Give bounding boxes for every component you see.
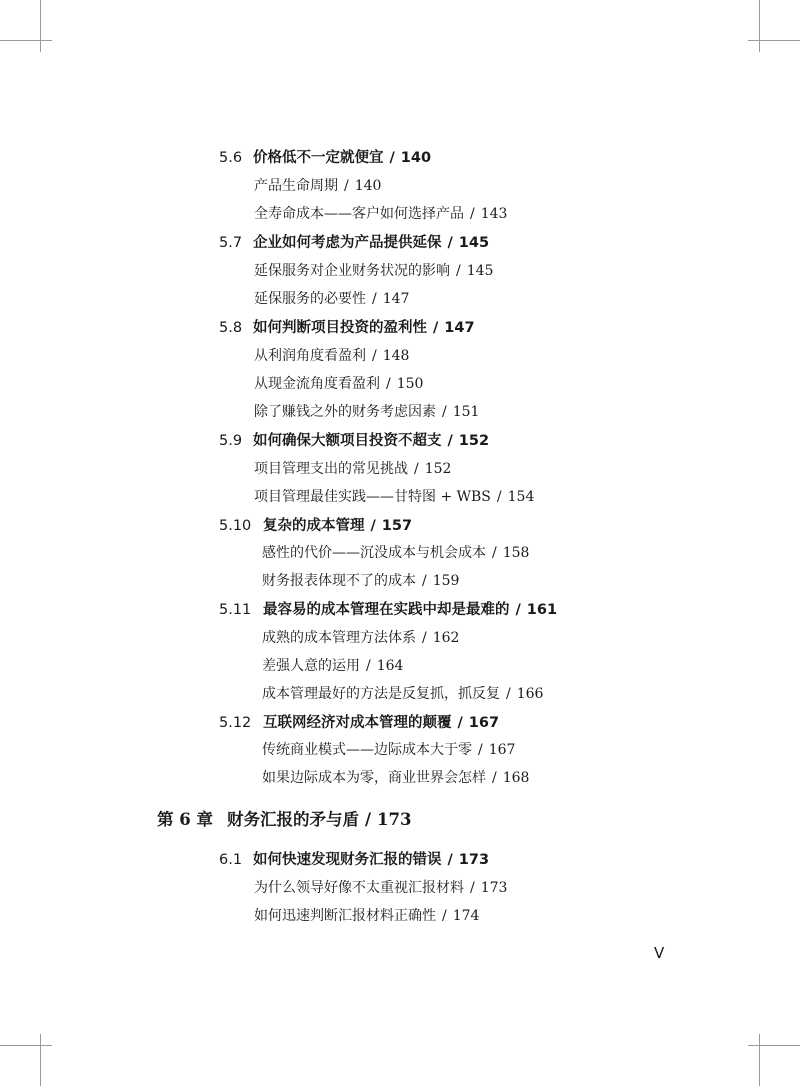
- toc-entry-page: 159: [432, 573, 460, 589]
- toc-entry-title: 产品生命周期: [254, 178, 338, 194]
- toc-entry-number: 5.7: [219, 235, 243, 251]
- toc-section-entry: [219, 514, 412, 535]
- toc-separator: /: [478, 742, 483, 758]
- toc-entry-number: 5.9: [219, 433, 243, 449]
- toc-entry-title: 如何快速发现财务汇报的错误: [253, 852, 442, 868]
- toc-separator: /: [492, 770, 497, 786]
- toc-entry-page: 154: [507, 489, 535, 505]
- toc-entry-page: 143: [480, 206, 508, 222]
- toc-separator: /: [506, 686, 511, 702]
- toc-entry-page: 161: [526, 602, 558, 618]
- toc-sub-entry: [262, 570, 459, 590]
- toc-separator: /: [470, 880, 475, 896]
- toc-entry-number: 5.11: [219, 602, 252, 618]
- toc-separator: /: [457, 715, 463, 731]
- toc-separator: /: [442, 404, 447, 420]
- toc-entry-title: 差强人意的运用: [262, 658, 360, 674]
- toc-separator: /: [456, 263, 461, 279]
- toc-entry-title: 除了赚钱之外的财务考虑因素: [254, 404, 436, 420]
- toc-sub-entry: [254, 486, 534, 506]
- toc-separator: /: [344, 178, 349, 194]
- toc-entry-page: 158: [502, 545, 530, 561]
- toc-entry-title: 为什么领导好像不太重视汇报材料: [254, 880, 464, 896]
- toc-separator: /: [442, 908, 447, 924]
- toc-entry-number: 5.12: [219, 715, 252, 731]
- toc-entry-number: 6.1: [219, 852, 243, 868]
- toc-sub-entry: [262, 739, 515, 759]
- toc-entry-title: 如何判断项目投资的盈利性: [253, 320, 427, 336]
- toc-entry-page: 173: [458, 852, 490, 868]
- toc-separator: /: [364, 810, 372, 829]
- toc-entry-title: 最容易的成本管理在实践中却是最难的: [263, 602, 510, 618]
- toc-entry-page: 140: [354, 178, 382, 194]
- toc-entry-title: 延保服务对企业财务状况的影响: [254, 263, 450, 279]
- toc-sub-entry: [254, 260, 493, 280]
- toc-sub-entry: [262, 767, 529, 787]
- toc-section-entry: [219, 146, 431, 167]
- toc-entry-page: 173: [377, 810, 412, 829]
- toc-entry-title: 如何迅速判断汇报材料正确性: [254, 908, 436, 924]
- toc-separator: /: [447, 433, 453, 449]
- toc-separator: /: [372, 291, 377, 307]
- toc-separator: /: [389, 150, 395, 166]
- toc-sub-entry: [254, 905, 479, 925]
- toc-entry-page: 148: [382, 348, 410, 364]
- toc-section-entry: [219, 598, 557, 619]
- toc-separator: /: [372, 348, 377, 364]
- toc-sub-entry: [262, 542, 529, 562]
- toc-sub-entry: [254, 373, 423, 393]
- toc-separator: /: [492, 545, 497, 561]
- toc-entry-title: 感性的代价——沉没成本与机会成本: [262, 545, 486, 561]
- toc-entry-page: 173: [480, 880, 508, 896]
- toc-entry-title: 项目管理支出的常见挑战: [254, 461, 408, 477]
- toc-entry-title: 成本管理最好的方法是反复抓，抓反复: [262, 686, 500, 702]
- toc-section-entry: [219, 429, 489, 450]
- toc-entry-page: 147: [382, 291, 410, 307]
- toc-entry-page: 150: [396, 376, 424, 392]
- toc-separator: /: [447, 852, 453, 868]
- toc-sub-entry: [262, 655, 403, 675]
- toc-entry-title: 复杂的成本管理: [263, 518, 365, 534]
- toc-separator: /: [433, 320, 439, 336]
- toc-entry-title: 成熟的成本管理方法体系: [262, 630, 416, 646]
- toc-separator: /: [386, 376, 391, 392]
- toc-entry-title: 如何确保大额项目投资不超支: [253, 433, 442, 449]
- toc-section-entry: [219, 711, 499, 732]
- toc-entry-page: 152: [458, 433, 490, 449]
- toc-entry-number: 5.8: [219, 320, 243, 336]
- toc-entry-page: 174: [452, 908, 480, 924]
- toc-entry-title: 财务报表体现不了的成本: [262, 573, 416, 589]
- toc-entry-title: 企业如何考虑为产品提供延保: [253, 235, 442, 251]
- toc-entry-number: 5.6: [219, 150, 243, 166]
- toc-entry-page: 145: [458, 235, 490, 251]
- toc-entry-title: 从利润角度看盈利: [254, 348, 366, 364]
- toc-entry-number: 5.10: [219, 518, 252, 534]
- toc-entry-title: 延保服务的必要性: [254, 291, 366, 307]
- toc-entry-title: 财务汇报的矛与盾: [226, 810, 359, 829]
- toc-sub-entry: [262, 683, 543, 703]
- toc-entry-page: 151: [452, 404, 480, 420]
- toc-entry-page: 164: [376, 658, 404, 674]
- toc-sub-entry: [254, 203, 507, 223]
- toc-sub-entry: [262, 627, 459, 647]
- toc-entry-page: 168: [502, 770, 530, 786]
- toc-entry-page: 145: [466, 263, 494, 279]
- toc-entry-title: 互联网经济对成本管理的颠覆: [263, 715, 452, 731]
- toc-entry-number: 第 6 章: [157, 810, 213, 829]
- toc-entry-page: 152: [424, 461, 452, 477]
- toc-entry-title: 从现金流角度看盈利: [254, 376, 380, 392]
- toc-separator: /: [422, 630, 427, 646]
- toc-separator: /: [422, 573, 427, 589]
- toc-sub-entry: [254, 175, 381, 195]
- toc-section-entry: [219, 848, 489, 869]
- toc-entry-page: 167: [468, 715, 500, 731]
- toc-chapter-entry: [157, 806, 411, 830]
- toc-separator: /: [515, 602, 521, 618]
- toc-sub-entry: [254, 401, 479, 421]
- toc-entry-title: 项目管理最佳实践——甘特图 + WBS: [254, 489, 491, 505]
- toc-sub-entry: [254, 458, 451, 478]
- toc-entry-page: 157: [381, 518, 413, 534]
- toc-separator: /: [414, 461, 419, 477]
- toc-entry-page: 140: [400, 150, 432, 166]
- toc-entry-title: 价格低不一定就便宜: [253, 150, 384, 166]
- page-number: V: [654, 944, 665, 962]
- toc-separator: /: [366, 658, 371, 674]
- toc-entry-title: 传统商业模式——边际成本大于零: [262, 742, 472, 758]
- toc-separator: /: [496, 489, 502, 505]
- toc-entry-title: 如果边际成本为零，商业世界会怎样: [262, 770, 486, 786]
- toc-section-entry: [219, 231, 489, 252]
- toc-entry-page: 162: [432, 630, 460, 646]
- toc-sub-entry: [254, 288, 409, 308]
- toc-entry-page: 147: [444, 320, 475, 336]
- toc-separator: /: [470, 206, 475, 222]
- toc-section-entry: [219, 316, 475, 337]
- toc-sub-entry: [254, 345, 409, 365]
- toc-entry-page: 166: [516, 686, 544, 702]
- toc-sub-entry: [254, 877, 507, 897]
- toc-separator: /: [447, 235, 453, 251]
- toc-separator: /: [370, 518, 376, 534]
- toc-entry-page: 167: [488, 742, 516, 758]
- toc-entry-title: 全寿命成本——客户如何选择产品: [254, 206, 464, 222]
